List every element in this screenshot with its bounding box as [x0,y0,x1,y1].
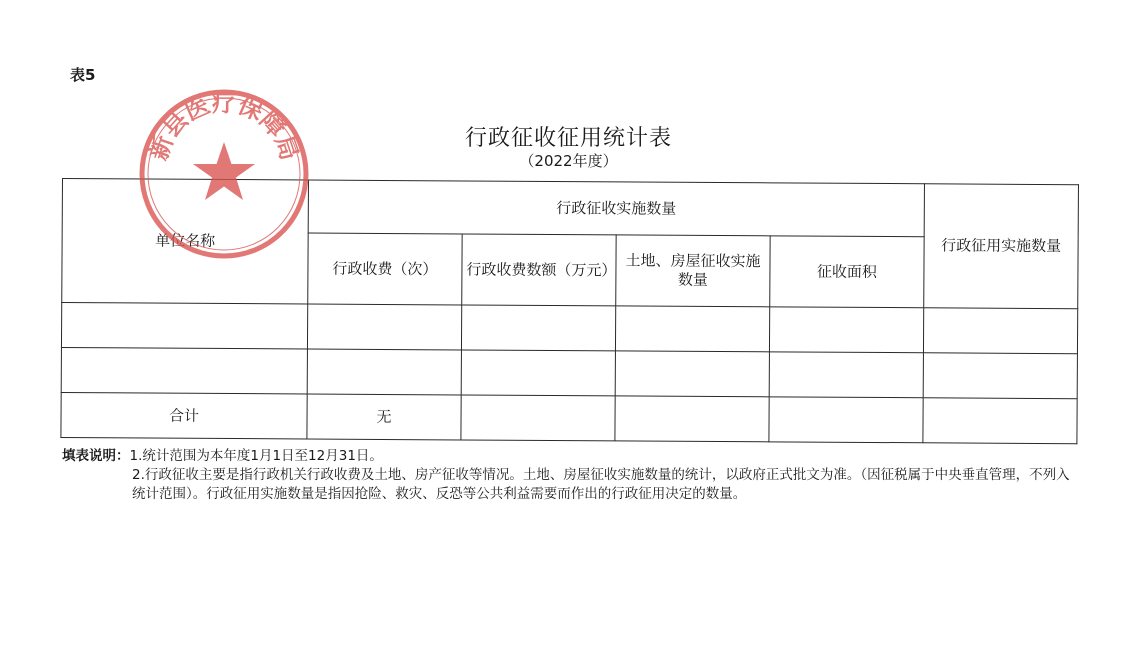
header-fee-amount: 行政收费数额（万元） [462,234,616,306]
table-row [61,303,1077,354]
cell-land-count [615,306,769,352]
header-unit-name: 单位名称 [62,179,309,305]
seal-text: 新县医疗保障局 [144,88,304,164]
cell-unit [61,347,307,394]
filling-instructions [62,447,1072,504]
total-row [61,392,1077,443]
cell-unit [61,303,307,350]
header-requisition-count: 行政征用实施数量 [924,184,1079,309]
total-area [769,397,923,443]
cell-area [769,352,923,398]
cell-fee-amount [461,305,615,351]
header-land-house-count: 土地、房屋征收实施数量 [616,235,770,307]
cell-fee-count [307,304,461,350]
note-lead: 填表说明： [62,448,130,464]
table-row [61,347,1077,398]
note-item-1: 1.统计范围为本年度1月1日至12月31日。 [129,448,383,464]
cell-fee-amount [461,350,615,396]
table-number-label: 表5 [70,66,96,84]
total-land-count [615,396,769,442]
cell-area [769,307,923,353]
cell-requisition [923,353,1077,399]
total-requisition [923,398,1077,444]
cell-requisition [923,308,1077,354]
note-line-1 [62,447,1072,466]
header-collection-group: 行政征收实施数量 [308,180,924,237]
seal-star-icon [193,142,255,200]
cell-fee-count [307,349,461,395]
total-fee-amount [461,395,615,441]
note-item-2: 2.行政征收主要是指行政机关行政收费及土地、房产征收等情况。土地、房屋征收实施数量的统计，以政府正式批文为准。（因征税属于中央垂直管理，不列入统计范围）。行政征用实施数量是指因抢险、救灾、反恐等公共利益需要而作出的行政征用决定的数量。 [132,467,1070,502]
header-collection-area: 征收面积 [770,236,924,308]
total-fee-count: 无 [307,394,461,440]
total-label: 合计 [61,392,307,439]
document-title: 行政征收征用统计表 [464,126,672,151]
cell-land-count [615,351,769,397]
document-subtitle: （2022年度） [519,152,618,170]
header-fee-count: 行政收费（次） [308,233,462,305]
official-seal [138,88,310,260]
